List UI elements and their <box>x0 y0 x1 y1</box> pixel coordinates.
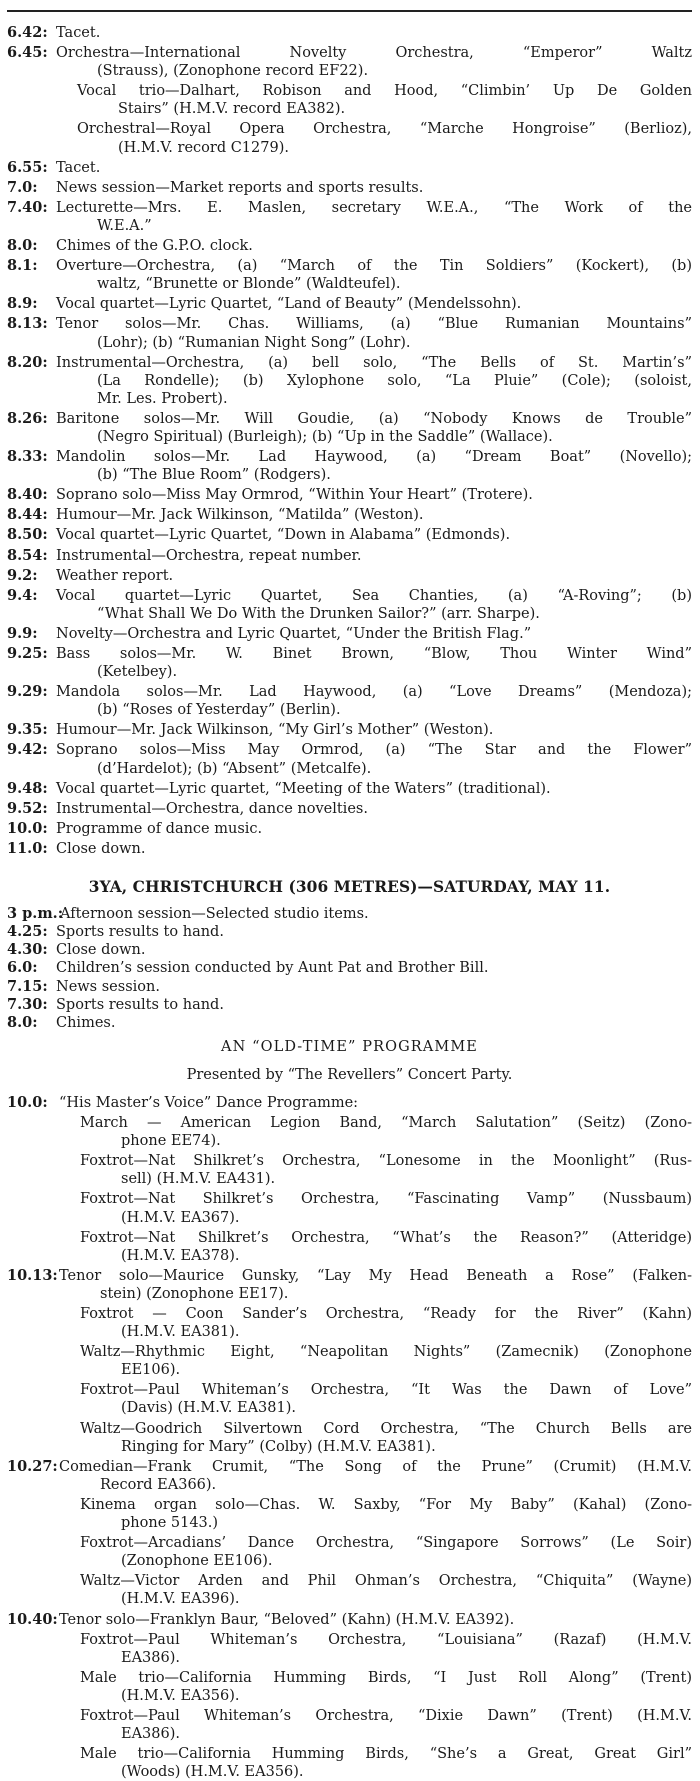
dance-programme <box>7 1094 692 1781</box>
entry-body <box>56 44 692 157</box>
entry-line: Soprano solos—Miss May Ormrod, (a) “The Star and the Flower” <box>56 741 692 759</box>
entry-line: (H.M.V. EA396). <box>80 1590 692 1608</box>
programme-entry <box>7 526 692 544</box>
entry-line: Baritone solos—Mr. Will Goudie, (a) “Nobody Knows de Trouble” <box>56 410 692 428</box>
entry-line: Sports results to hand. <box>56 923 692 941</box>
entry-body <box>56 567 692 585</box>
entry-body <box>59 1611 692 1781</box>
entry-body <box>56 547 692 565</box>
entry-time: 6.55: <box>7 159 56 177</box>
entry-line: Foxtrot—Nat Shilkret’s Orchestra, “What’s the Reason?” (Atteridge) <box>80 1229 692 1247</box>
entry-body <box>56 159 692 177</box>
entry-text <box>56 179 692 197</box>
entry-line: Male trio—California Humming Birds, “She’s a Great, Great Girl” <box>80 1745 692 1763</box>
entry-line: Programme of dance music. <box>56 820 692 838</box>
entry-time: 4.30: <box>7 941 56 959</box>
programme-entry <box>7 1094 692 1265</box>
entry-text <box>56 800 692 818</box>
entry-body <box>56 315 692 351</box>
programme-entry <box>7 800 692 818</box>
entry-body <box>56 645 692 681</box>
entry-line: Novelty—Orchestra and Lyric Quartet, “Under the British Flag.” <box>56 625 692 643</box>
entry-text <box>56 199 692 235</box>
entry-body <box>56 683 692 719</box>
entry-time: 9.9: <box>7 625 56 643</box>
entry-line: Soprano solo—Miss May Ormrod, “Within Your Heart” (Trotere). <box>56 486 692 504</box>
programme-entry <box>7 820 692 838</box>
entry-body <box>59 1094 692 1265</box>
entry-line: Vocal quartet—Lyric Quartet, “Down in Alabama” (Edmonds). <box>56 526 692 544</box>
entry-time: 10.27: <box>7 1458 59 1476</box>
entry-time: 8.0: <box>7 1014 56 1032</box>
entry-line: Orchestral—Royal Opera Orchestra, “Marche Hongroise” (Berlioz), <box>77 120 692 138</box>
entry-text <box>56 547 692 565</box>
programme-entry <box>7 1014 692 1032</box>
entry-body <box>56 179 692 197</box>
entry-line: W.E.A.” <box>56 217 692 235</box>
entry-text <box>56 645 692 681</box>
entry-line: March — American Legion Band, “March Salutation” (Seitz) (Zono- <box>80 1114 692 1132</box>
entry-line: Orchestra—International Novelty Orchestra, “Emperor” Waltz <box>56 44 692 62</box>
entry-line: (Negro Spiritual) (Burleigh); (b) “Up in the Saddle” (Wallace). <box>56 428 692 446</box>
entry-line: Foxtrot—Nat Shilkret’s Orchestra, “Fascinating Vamp” (Nussbaum) <box>80 1190 692 1208</box>
sub-item <box>59 1114 692 1150</box>
entry-line: Humour—Mr. Jack Wilkinson, “My Girl’s Mother” (Weston). <box>56 721 692 739</box>
entry-line: “What Shall We Do With the Drunken Sailor?” (arr. Sharpe). <box>56 605 692 623</box>
entry-body <box>56 741 692 777</box>
programme-entry <box>7 199 692 235</box>
entry-time: 8.0: <box>7 237 56 255</box>
entry-time: 8.13: <box>7 315 56 333</box>
entry-text <box>59 1094 692 1112</box>
entry-line: phone 5143.) <box>80 1514 692 1532</box>
entry-body <box>56 625 692 643</box>
entry-line: Instrumental—Orchestra, dance novelties. <box>56 800 692 818</box>
entry-line: Vocal quartet—Lyric Quartet, Sea Chanties, (a) “A-Roving”; (b) <box>56 587 692 605</box>
entry-line: EA386). <box>80 1649 692 1667</box>
entry-body <box>56 721 692 739</box>
entry-line: Foxtrot—Paul Whiteman’s Orchestra, “It Was the Dawn of Love” <box>80 1381 692 1399</box>
entry-line: Vocal quartet—Lyric quartet, “Meeting of the Waters” (traditional). <box>56 780 692 798</box>
entry-time: 8.44: <box>7 506 56 524</box>
entry-text <box>56 820 692 838</box>
entry-body <box>56 448 692 484</box>
programme-entry <box>7 923 692 941</box>
programme-entry <box>7 1267 692 1456</box>
entry-time: 9.25: <box>7 645 56 663</box>
entry-body <box>56 526 692 544</box>
entry-body <box>56 486 692 504</box>
programme-entry <box>7 780 692 798</box>
entry-line: Waltz—Rhythmic Eight, “Neapolitan Nights” (Zamecnik) (Zonophone <box>80 1343 692 1361</box>
programme-entry <box>7 645 692 681</box>
entry-text <box>56 587 692 623</box>
entry-text <box>56 683 692 719</box>
entry-text <box>59 1458 692 1494</box>
entry-line: Waltz—Goodrich Silvertown Cord Orchestra, “The Church Bells are <box>80 1420 692 1438</box>
entry-body <box>59 1458 692 1609</box>
entry-body <box>56 780 692 798</box>
entry-body <box>56 1014 692 1032</box>
entry-time: 9.42: <box>7 741 56 759</box>
entry-time: 7.40: <box>7 199 56 217</box>
entry-line: Lecturette—Mrs. E. Maslen, secretary W.E.A., “The Work of the <box>56 199 692 217</box>
entry-text <box>56 996 692 1014</box>
entry-time: 8.26: <box>7 410 56 428</box>
entry-text <box>56 1014 692 1032</box>
programme-entry <box>7 683 692 719</box>
entry-time: 9.52: <box>7 800 56 818</box>
entry-line: Instrumental—Orchestra, (a) bell solo, “The Bells of St. Martin’s” <box>56 354 692 372</box>
programme-entry <box>7 179 692 197</box>
entry-line: Close down. <box>56 840 692 858</box>
entry-line: Mr. Les. Probert). <box>56 390 692 408</box>
entry-body <box>56 257 692 293</box>
entry-time: 8.33: <box>7 448 56 466</box>
entry-line: EE106). <box>80 1361 692 1379</box>
entry-time: 8.1: <box>7 257 56 275</box>
entry-body <box>56 941 692 959</box>
entry-line: Tacet. <box>56 24 692 42</box>
entry-line: News session—Market reports and sports results. <box>56 179 692 197</box>
programme-entry <box>7 1611 692 1781</box>
entry-text <box>56 840 692 858</box>
programme-entry <box>7 996 692 1014</box>
entry-time: 7.30: <box>7 996 56 1014</box>
entry-line: Bass solos—Mr. W. Binet Brown, “Blow, Thou Winter Wind” <box>56 645 692 663</box>
entry-line: Mandola solos—Mr. Lad Haywood, (a) “Love Dreams” (Mendoza); <box>56 683 692 701</box>
sub-item <box>59 1669 692 1705</box>
entry-text <box>56 448 692 484</box>
entry-time: 9.4: <box>7 587 56 605</box>
entry-line: phone EE74). <box>80 1132 692 1150</box>
sub-item <box>56 120 692 156</box>
entry-line: Foxtrot—Arcadians’ Dance Orchestra, “Singapore Sorrows” (Le Soir) <box>80 1534 692 1552</box>
entry-line: (Strauss), (Zonophone record EF22). <box>56 62 692 80</box>
entry-line: Chimes. <box>56 1014 692 1032</box>
entry-line: waltz, “Brunette or Blonde” (Waldteufel). <box>56 275 692 293</box>
entry-time: 8.20: <box>7 354 56 372</box>
entry-line: Stairs” (H.M.V. record EA382). <box>77 100 692 118</box>
entry-body <box>56 840 692 858</box>
programme-title: AN “OLD-TIME” PROGRAMME <box>7 1038 692 1056</box>
entry-body <box>56 978 692 996</box>
sub-item <box>59 1343 692 1379</box>
programme-subtitle: Presented by “The Revellers” Concert Party. <box>7 1066 692 1084</box>
programme-entry <box>7 506 692 524</box>
entry-text <box>56 44 692 80</box>
entry-time: 7.0: <box>7 179 56 197</box>
entry-text <box>56 721 692 739</box>
entry-time: 9.2: <box>7 567 56 585</box>
entry-line: Vocal trio—Dalhart, Robison and Hood, “Climbin’ Up De Golden <box>77 82 692 100</box>
entry-text <box>56 315 692 351</box>
entry-text <box>56 24 692 42</box>
entry-time: 6.0: <box>7 959 56 977</box>
entry-text <box>56 237 692 255</box>
entry-text <box>56 959 692 977</box>
entry-line: (Lohr); (b) “Rumanian Night Song” (Lohr). <box>56 334 692 352</box>
programme-entry <box>7 295 692 313</box>
entry-line: (d’Hardelot); (b) “Absent” (Metcalfe). <box>56 760 692 778</box>
entry-line: Comedian—Frank Crumit, “The Song of the Prune” (Crumit) (H.M.V. <box>59 1458 692 1476</box>
entry-body <box>60 905 692 923</box>
programme-entry <box>7 741 692 777</box>
sub-item <box>59 1305 692 1341</box>
entry-line: Ringing for Mary” (Colby) (H.M.V. EA381). <box>80 1438 692 1456</box>
entry-body <box>56 587 692 623</box>
entry-text <box>56 295 692 313</box>
programme-entry <box>7 959 692 977</box>
entry-time: 11.0: <box>7 840 56 858</box>
programme-entry <box>7 486 692 504</box>
programme-entry <box>7 721 692 739</box>
entry-line: Tenor solo—Maurice Gunsky, “Lay My Head Beneath a Rose” (Falken- <box>59 1267 692 1285</box>
entry-text <box>56 923 692 941</box>
entry-line: Foxtrot — Coon Sander’s Orchestra, “Ready for the River” (Kahn) <box>80 1305 692 1323</box>
programme-entry <box>7 567 692 585</box>
entry-time: 6.45: <box>7 44 56 62</box>
sub-item <box>59 1707 692 1743</box>
sub-item <box>59 1229 692 1265</box>
entry-text <box>56 354 692 408</box>
entry-line: (Davis) (H.M.V. EA381). <box>80 1399 692 1417</box>
entry-line: (H.M.V. EA378). <box>80 1247 692 1265</box>
entry-line: Children’s session conducted by Aunt Pat and Brother Bill. <box>56 959 692 977</box>
entry-time: 8.40: <box>7 486 56 504</box>
entry-text <box>59 1267 692 1303</box>
sub-item <box>59 1496 692 1532</box>
entry-line: (H.M.V. record C1279). <box>77 139 692 157</box>
entry-line: (La Rondelle); (b) Xylophone solo, “La Pluie” (Cole); (soloist, <box>56 372 692 390</box>
entry-body <box>56 959 692 977</box>
entry-line: sell) (H.M.V. EA431). <box>80 1170 692 1188</box>
entry-text <box>59 1611 692 1629</box>
entry-line: (Woods) (H.M.V. EA356). <box>80 1763 692 1781</box>
programme-entry <box>7 941 692 959</box>
sub-item <box>59 1152 692 1188</box>
entry-text <box>56 978 692 996</box>
sub-item <box>59 1190 692 1226</box>
entry-line: Male trio—California Humming Birds, “I Just Roll Along” (Trent) <box>80 1669 692 1687</box>
entry-line: Instrumental—Orchestra, repeat number. <box>56 547 692 565</box>
entry-line: Sports results to hand. <box>56 996 692 1014</box>
entry-line: “His Master’s Voice” Dance Programme: <box>59 1094 692 1112</box>
programme-entry <box>7 978 692 996</box>
entry-body <box>56 199 692 235</box>
entry-time: 8.54: <box>7 547 56 565</box>
entry-time: 7.15: <box>7 978 56 996</box>
programme-entry <box>7 44 692 157</box>
sub-item <box>59 1631 692 1667</box>
sub-item <box>59 1381 692 1417</box>
entry-time: 9.35: <box>7 721 56 739</box>
top-rule <box>7 10 692 12</box>
entry-line: (Zonophone EE106). <box>80 1552 692 1570</box>
station-heading: 3YA, CHRISTCHURCH (306 METRES)—SATURDAY, MAY 11. <box>7 878 692 896</box>
entry-line: (H.M.V. EA381). <box>80 1323 692 1341</box>
entry-line: Mandolin solos—Mr. Lad Haywood, (a) “Dream Boat” (Novello); <box>56 448 692 466</box>
entry-line: (Ketelbey). <box>56 663 692 681</box>
entry-line: Close down. <box>56 941 692 959</box>
programme-entry <box>7 410 692 446</box>
entry-body <box>59 1267 692 1456</box>
entry-line: (b) “Roses of Yesterday” (Berlin). <box>56 701 692 719</box>
entry-line: Afternoon session—Selected studio items. <box>60 905 692 923</box>
programme-entry <box>7 547 692 565</box>
entry-line: Vocal quartet—Lyric Quartet, “Land of Beauty” (Mendelssohn). <box>56 295 692 313</box>
programme-entry <box>7 1458 692 1609</box>
entry-line: Kinema organ solo—Chas. W. Saxby, “For My Baby” (Kahal) (Zono- <box>80 1496 692 1514</box>
entry-line: Humour—Mr. Jack Wilkinson, “Matilda” (Weston). <box>56 506 692 524</box>
entry-line: Overture—Orchestra, (a) “March of the Tin Soldiers” (Kockert), (b) <box>56 257 692 275</box>
entry-line: Tenor solos—Mr. Chas. Williams, (a) “Blue Rumanian Mountains” <box>56 315 692 333</box>
entry-text <box>56 526 692 544</box>
entry-body <box>56 923 692 941</box>
programme-entry <box>7 448 692 484</box>
entry-time: 10.40: <box>7 1611 59 1629</box>
entry-body <box>56 996 692 1014</box>
entry-time: 9.48: <box>7 780 56 798</box>
entry-line: Tenor solo—Franklyn Baur, “Beloved” (Kahn) (H.M.V. EA392). <box>59 1611 692 1629</box>
programme-entry <box>7 315 692 351</box>
entry-text <box>56 741 692 777</box>
entry-line: Waltz—Victor Arden and Phil Ohman’s Orchestra, “Chiquita” (Wayne) <box>80 1572 692 1590</box>
sub-item <box>56 82 692 118</box>
entry-body <box>56 506 692 524</box>
sub-item <box>59 1745 692 1781</box>
entry-line: News session. <box>56 978 692 996</box>
entry-time: 9.29: <box>7 683 56 701</box>
entry-body <box>56 410 692 446</box>
entry-line: Tacet. <box>56 159 692 177</box>
entry-body <box>56 354 692 408</box>
entry-line: stein) (Zonophone EE17). <box>59 1285 692 1303</box>
entry-text <box>56 159 692 177</box>
programme-section-1 <box>7 24 692 858</box>
entry-time: 10.13: <box>7 1267 59 1285</box>
entry-line: (H.M.V. EA356). <box>80 1687 692 1705</box>
entry-text <box>56 941 692 959</box>
entry-line: Record EA366). <box>59 1476 692 1494</box>
programme-entry <box>7 237 692 255</box>
entry-time: 10.0: <box>7 1094 59 1112</box>
programme-entry <box>7 625 692 643</box>
entry-time: 4.25: <box>7 923 56 941</box>
programme-entry <box>7 587 692 623</box>
entry-body <box>56 800 692 818</box>
entry-body <box>56 295 692 313</box>
programme-entry <box>7 840 692 858</box>
entry-body <box>56 820 692 838</box>
entry-line: EA386). <box>80 1725 692 1743</box>
entry-time: 6.42: <box>7 24 56 42</box>
entry-text <box>56 625 692 643</box>
programme-section-2 <box>7 905 692 1032</box>
entry-time: 10.0: <box>7 820 56 838</box>
entry-time: 8.9: <box>7 295 56 313</box>
entry-text <box>56 780 692 798</box>
sub-item <box>59 1534 692 1570</box>
entry-line: Weather report. <box>56 567 692 585</box>
entry-line: Foxtrot—Nat Shilkret’s Orchestra, “Lonesome in the Moonlight” (Rus- <box>80 1152 692 1170</box>
entry-body <box>56 24 692 42</box>
entry-line: Chimes of the G.P.O. clock. <box>56 237 692 255</box>
entry-line: (b) “The Blue Room” (Rodgers). <box>56 466 692 484</box>
entry-time: 8.50: <box>7 526 56 544</box>
entry-text <box>56 506 692 524</box>
programme-entry <box>7 159 692 177</box>
entry-text <box>56 257 692 293</box>
programme-entry <box>7 905 692 923</box>
programme-entry <box>7 257 692 293</box>
entry-line: Foxtrot—Paul Whiteman’s Orchestra, “Louisiana” (Razaf) (H.M.V. <box>80 1631 692 1649</box>
entry-line: (H.M.V. EA367). <box>80 1209 692 1227</box>
entry-text <box>56 567 692 585</box>
programme-entry <box>7 354 692 408</box>
entry-text <box>60 905 692 923</box>
entry-line: Foxtrot—Paul Whiteman’s Orchestra, “Dixie Dawn” (Trent) (H.M.V. <box>80 1707 692 1725</box>
sub-item <box>59 1572 692 1608</box>
sub-item <box>59 1420 692 1456</box>
entry-text <box>56 486 692 504</box>
programme-entry <box>7 24 692 42</box>
entry-body <box>56 237 692 255</box>
entry-text <box>56 410 692 446</box>
entry-time: 3 p.m.: <box>7 905 56 923</box>
